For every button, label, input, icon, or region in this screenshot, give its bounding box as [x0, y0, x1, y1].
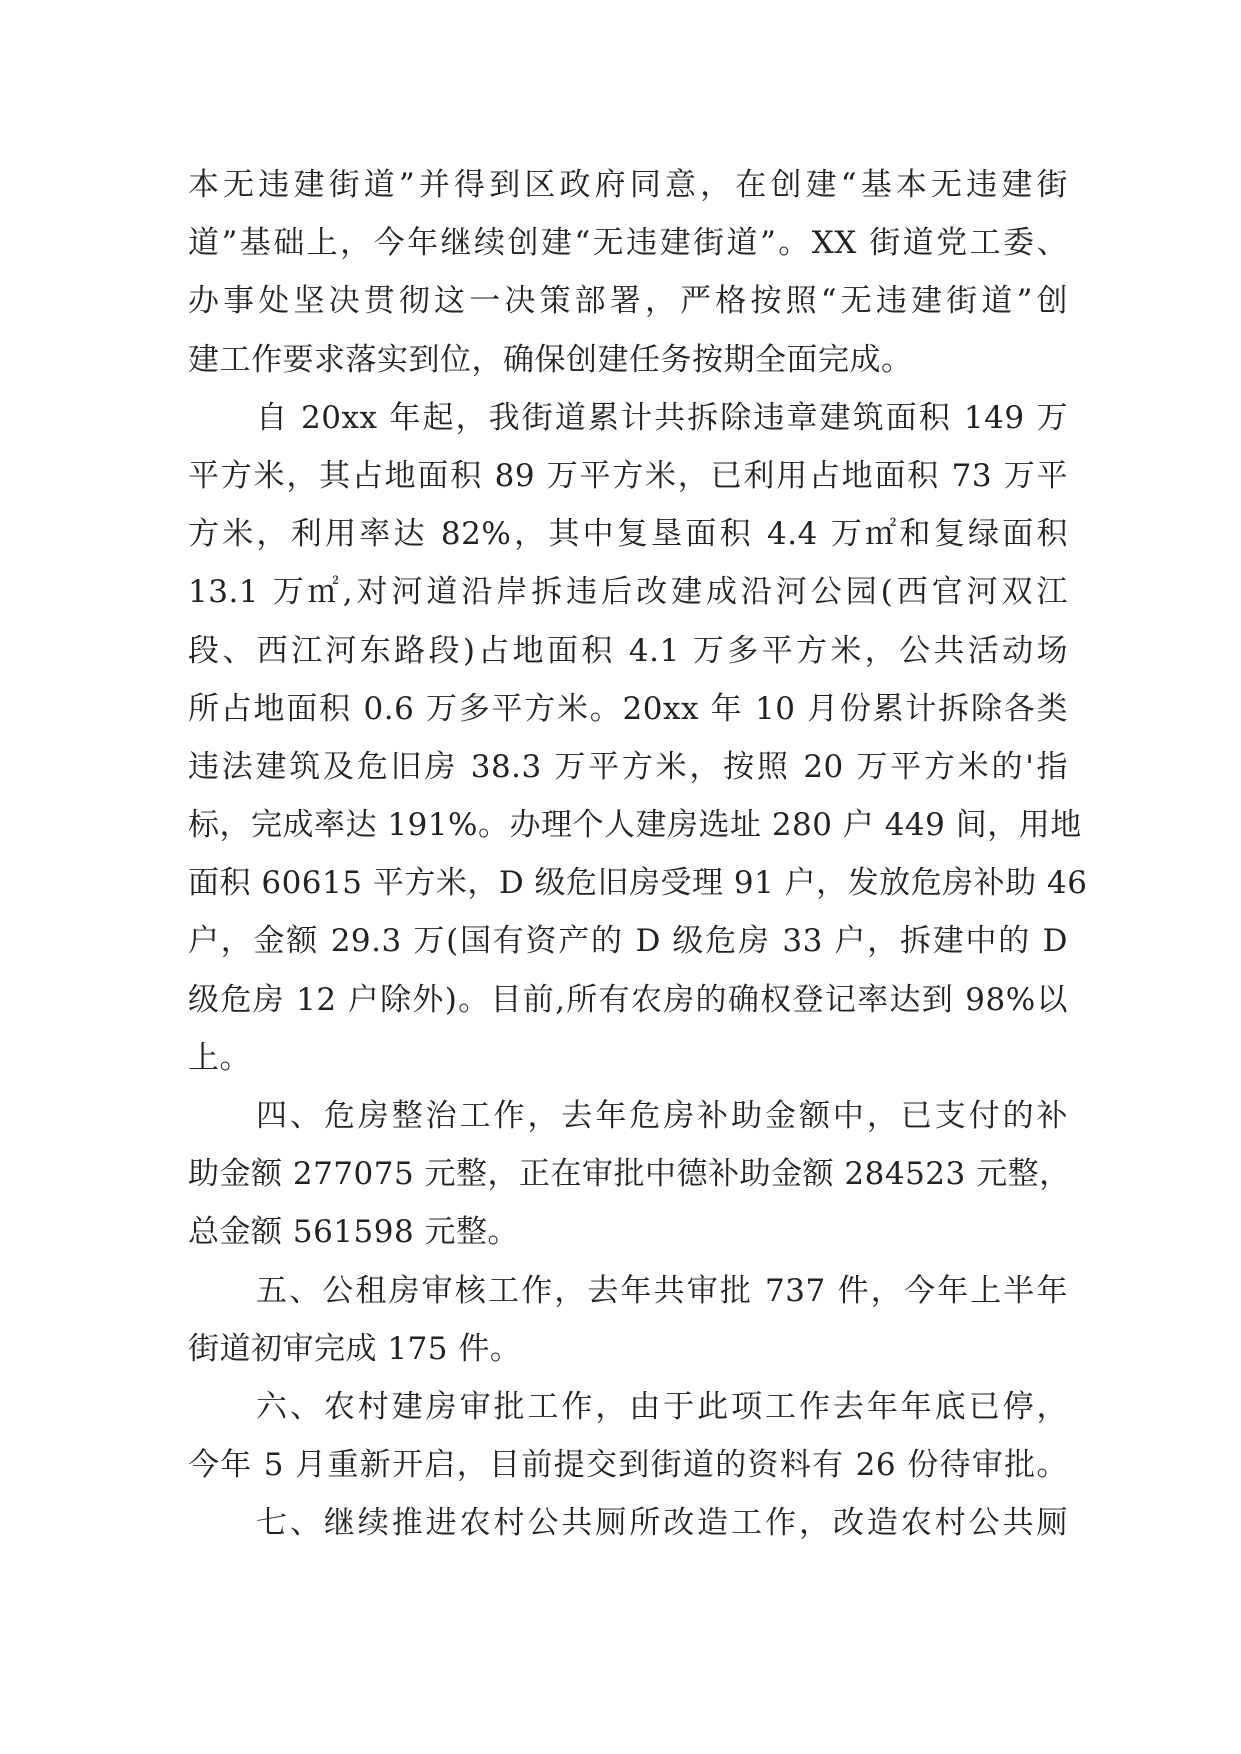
text-line: 13.1 万㎡,对河道沿岸拆违后改建成沿河公园(西官河双江	[188, 574, 1068, 611]
text-line: 面积 60615 平方米，D 级危旧房受理 91 户，发放危房补助 46	[188, 865, 1088, 902]
text-line: 自 20xx 年起，我街道累计共拆除违章建筑面积 149 万	[256, 399, 1068, 436]
text-line: 所占地面积 0.6 万多平方米。20xx 年 10 月份累计拆除各类	[188, 690, 1068, 727]
text-line: 平方米，其占地面积 89 万平方米，已利用占地面积 73 万平	[188, 457, 1068, 494]
text-line: 今年 5 月重新开启，目前提交到街道的资料有 26 份待审批。	[188, 1447, 1068, 1484]
text-line: 段、西江河东路段)占地面积 4.1 万多平方米，公共活动场	[188, 632, 1068, 669]
text-line: 户，金额 29.3 万(国有资产的 D 级危房 33 户，拆建中的 D	[188, 923, 1068, 960]
text-line: 级危房 12 户除外)。目前,所有农房的确权登记率达到 98%以	[188, 981, 1068, 1018]
text-line: 街道初审完成 175 件。	[188, 1330, 522, 1367]
text-line: 七、继续推进农村公共厕所改造工作，改造农村公共厕	[256, 1505, 1068, 1542]
text-line: 五、公租房审核工作，去年共审批 737 件，今年上半年	[256, 1272, 1068, 1309]
text-line: 总金额 561598 元整。	[188, 1214, 520, 1251]
text-line: 六、农村建房审批工作，由于此项工作去年年底已停，	[256, 1388, 1068, 1425]
document-body	[188, 156, 1088, 1553]
text-line: 道”基础上，今年继续创建“无违建街道”。XX 街道党工委、	[188, 225, 1068, 262]
paragraph	[188, 1087, 1071, 1262]
paragraph	[188, 1494, 1068, 1552]
text-line: 上。	[188, 1039, 251, 1076]
paragraph	[188, 389, 1088, 1087]
text-line: 建工作要求落实到位，确保创建任务按期全面完成。	[188, 341, 913, 378]
text-line: 违法建筑及危旧房 38.3 万平方米，按照 20 万平方米的'指	[188, 748, 1068, 785]
text-line: 本无违建街道”并得到区政府同意，在创建“基本无违建街	[188, 167, 1068, 203]
text-line: 四、危房整治工作，去年危房补助金额中，已支付的补	[256, 1098, 1068, 1134]
text-line: 办事处坚决贯彻这一决策部署，严格按照“无违建街道”创	[188, 283, 1068, 320]
paragraph	[188, 1378, 1068, 1494]
paragraph	[188, 1262, 1068, 1378]
paragraph	[188, 156, 1068, 389]
text-line: 标，完成率达 191%。办理个人建房选址 280 户 449 间，用地	[188, 807, 1082, 844]
text-line: 助金额 277075 元整，正在审批中德补助金额 284523 元整，	[188, 1156, 1071, 1193]
text-line: 方米，利用率达 82%，其中复垦面积 4.4 万㎡和复绿面积	[188, 516, 1068, 553]
